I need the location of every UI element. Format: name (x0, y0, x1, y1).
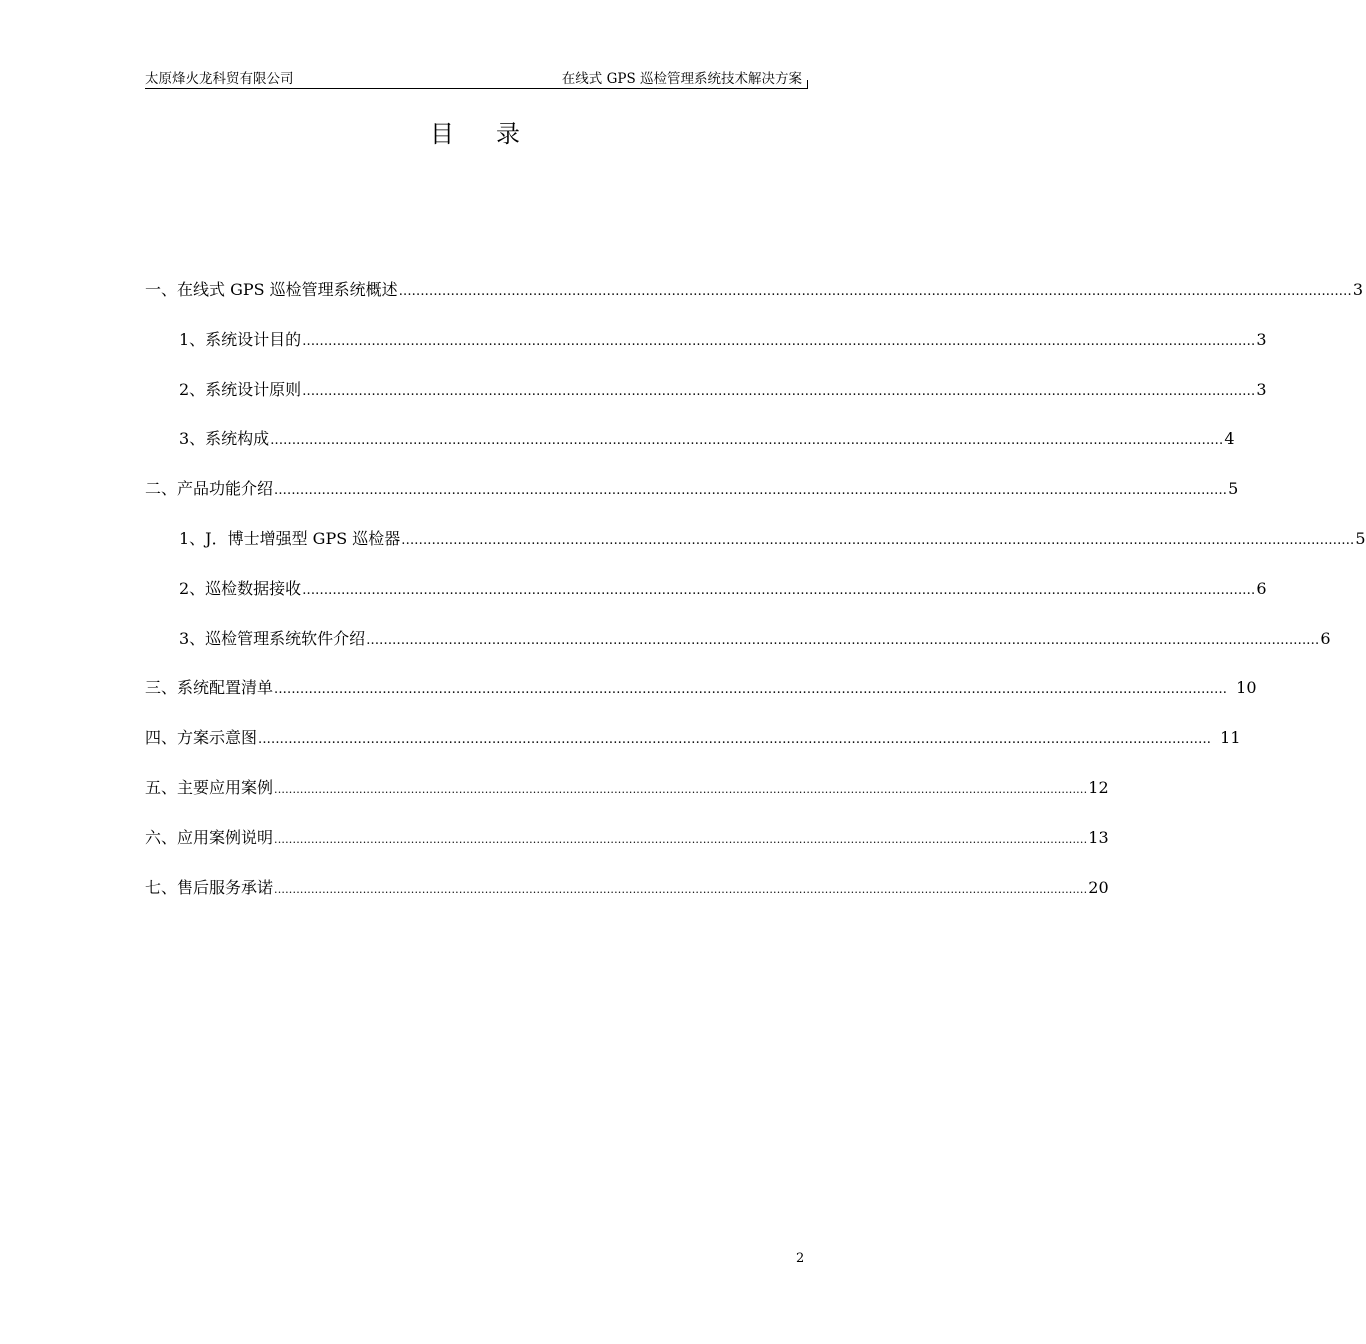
toc-entry-label: 五、主要应用案例 (145, 777, 274, 797)
toc-dot-leader: ............................................................................................................................................................................................................................ (274, 682, 1228, 698)
toc-entry-page: 6 (1256, 578, 1267, 598)
toc-title (0, 118, 950, 150)
toc-entry-label: 2、系统设计原则 (179, 379, 302, 399)
toc-entry[interactable] (145, 627, 1331, 677)
toc-entry-page: 11 (1220, 728, 1241, 748)
toc-entry-label: 六、应用案例说明 (145, 827, 274, 847)
header-document-title: 在线式 GPS 巡检管理系统技术解决方案 (561, 71, 802, 87)
toc-entry-label: 七、售后服务承诺 (145, 877, 274, 897)
toc-dot-leader: ............................................................................................................................................................................................................................ (274, 832, 1088, 846)
header-rule-mark (807, 80, 808, 88)
toc-entry[interactable] (145, 776, 1109, 826)
toc-entry[interactable] (145, 278, 1363, 328)
toc-entry[interactable] (145, 726, 1241, 776)
toc-entry-label: 1、J．博士增强型 GPS 巡检器 (179, 528, 401, 548)
toc-entry-page: 3 (1352, 280, 1363, 299)
toc-dot-leader: ............................................................................................................................................................................................................................ (270, 433, 1224, 449)
toc-dot-leader: ............................................................................................................................................................................................................................ (401, 532, 1355, 548)
toc-dot-leader: ............................................................................................................................................................................................................................ (302, 333, 1256, 349)
toc-entry-label: 一、在线式 GPS 巡检管理系统概述 (145, 280, 398, 299)
toc-entry[interactable] (145, 876, 1109, 926)
toc-list (145, 278, 1366, 925)
toc-entry-page: 20 (1088, 877, 1109, 897)
toc-entry[interactable] (145, 427, 1235, 477)
toc-entry[interactable] (145, 477, 1239, 527)
toc-entry-label: 3、系统构成 (179, 429, 270, 449)
toc-dot-leader: ............................................................................................................................................................................................................................ (366, 632, 1320, 648)
toc-dot-leader: ............................................................................................................................................................................................................................ (398, 284, 1352, 299)
toc-dot-leader: ............................................................................................................................................................................................................................ (274, 483, 1228, 499)
toc-entry[interactable] (145, 527, 1366, 577)
toc-title-char-1: 目 (430, 120, 454, 148)
toc-entry[interactable] (145, 676, 1257, 726)
toc-entry-label: 四、方案示意图 (145, 728, 258, 748)
toc-entry[interactable] (145, 328, 1267, 378)
toc-entry-page: 5 (1228, 479, 1239, 499)
toc-entry-label: 二、产品功能介绍 (145, 479, 274, 499)
toc-entry-label: 2、巡检数据接收 (179, 578, 302, 598)
toc-entry-label: 3、巡检管理系统软件介绍 (179, 628, 366, 648)
toc-dot-leader: ............................................................................................................................................................................................................................ (274, 782, 1088, 796)
toc-entry-page: 4 (1224, 429, 1235, 449)
header-company-name: 太原烽火龙科贸有限公司 (145, 71, 294, 87)
page-number: 2 (796, 1251, 805, 1266)
toc-entry-page: 5 (1355, 528, 1366, 548)
toc-entry-page: 3 (1256, 379, 1267, 399)
toc-entry-label: 三、系统配置清单 (145, 678, 274, 698)
toc-entry[interactable] (145, 378, 1267, 428)
toc-entry-label: 1、系统设计目的 (179, 329, 302, 349)
toc-entry-page: 13 (1088, 827, 1109, 847)
toc-entry[interactable] (145, 826, 1109, 876)
toc-entry[interactable] (145, 577, 1267, 627)
toc-entry-page: 3 (1256, 329, 1267, 349)
toc-title-char-2: 录 (496, 120, 520, 148)
toc-dot-leader: ............................................................................................................................................................................................................................ (302, 582, 1256, 598)
toc-dot-leader: ............................................................................................................................................................................................................................ (258, 732, 1212, 748)
toc-dot-leader: ............................................................................................................................................................................................................................ (302, 383, 1256, 399)
toc-entry-page: 6 (1320, 628, 1331, 648)
toc-entry-page: 12 (1088, 777, 1109, 797)
toc-dot-leader: ............................................................................................................................................................................................................................ (274, 882, 1088, 896)
toc-entry-page: 10 (1236, 678, 1257, 698)
page-header (145, 70, 808, 89)
